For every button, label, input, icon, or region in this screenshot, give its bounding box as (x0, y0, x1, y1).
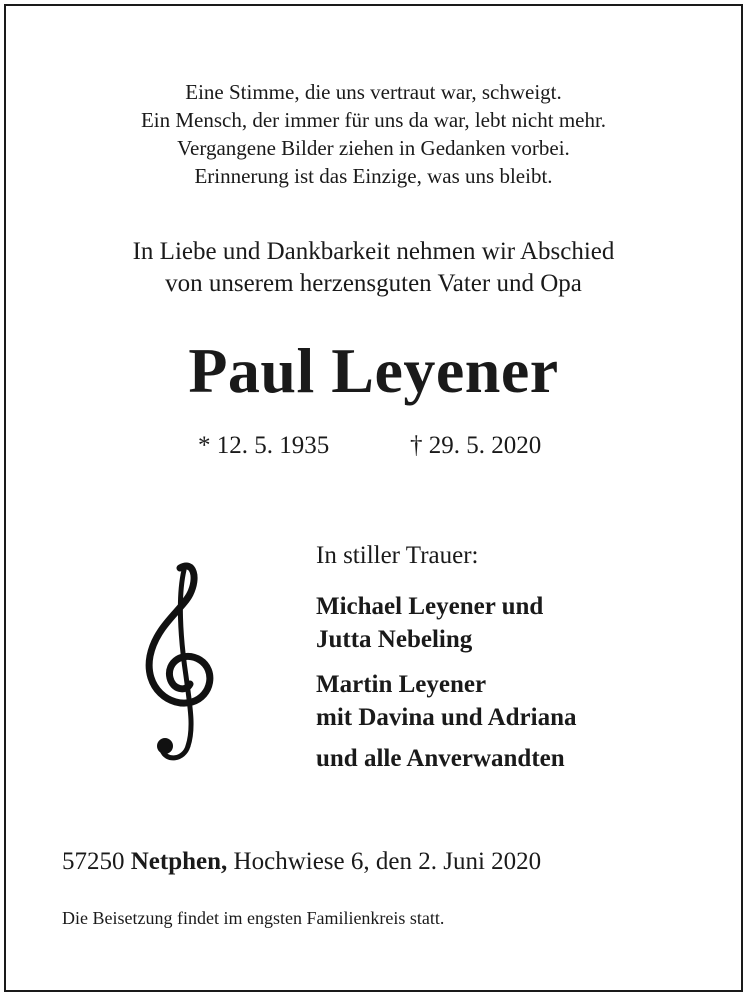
family-entry (316, 742, 565, 775)
address-rest: Hochwiese 6, den 2. Juni 2020 (233, 848, 542, 875)
poem-line: Erinnerung ist das Einzige, was uns bleibt. (194, 164, 553, 188)
intro-line: von unserem herzensguten Vater und Opa (165, 270, 582, 297)
town: Netphen, (130, 848, 228, 875)
deceased-name: Paul Leyener (188, 335, 559, 406)
poem-line: Eine Stimme, die uns vertraut war, schweigt. (185, 80, 562, 104)
poem-line: Ein Mensch, der immer für uns da war, lebt nicht mehr. (140, 108, 607, 132)
intro-line: In Liebe und Dankbarkeit nehmen wir Abschied (132, 238, 615, 265)
mourning-label: In stiller Trauer: (316, 542, 479, 569)
obituary-notice (4, 4, 743, 992)
death-date: † 29. 5. 2020 (410, 432, 542, 459)
postcode: 57250 (62, 848, 125, 875)
burial-note: Die Beisetzung findet im engsten Familienkreis statt. (62, 908, 445, 928)
birth-date: * 12. 5. 1935 (198, 432, 330, 459)
family-entry (316, 590, 543, 656)
family-line: Michael Leyener und (316, 593, 544, 620)
treble-clef-icon (136, 556, 226, 766)
family-line: und alle Anverwandten (316, 745, 565, 772)
intro-text (6, 236, 741, 300)
family-line: Martin Leyener (316, 671, 487, 698)
family-line: Jutta Nebeling (316, 626, 473, 653)
poem (6, 78, 741, 190)
family-entry (316, 668, 577, 734)
poem-line: Vergangene Bilder ziehen in Gedanken vorbei. (177, 136, 570, 160)
address-line (62, 848, 541, 876)
family-line: mit Davina und Adriana (316, 704, 577, 731)
